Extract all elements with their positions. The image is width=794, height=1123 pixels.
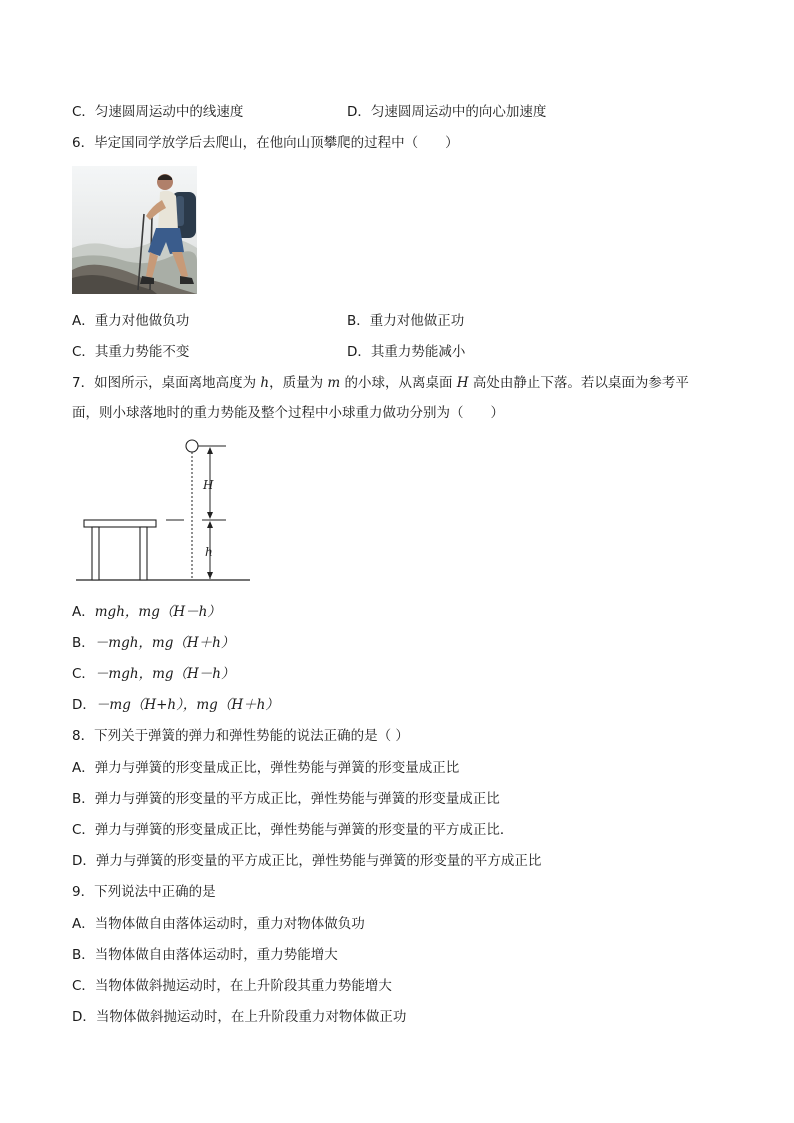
- q6-option-b: B．重力对他做正功: [347, 313, 465, 329]
- q6-option-a: A．重力对他做负功: [72, 313, 190, 329]
- q7-option-c: [72, 665, 235, 683]
- q7-option-d-math: －mg（H+h），mg（H＋h）: [95, 697, 279, 713]
- q7-option-c-math: －mgh，mg（H－h）: [94, 666, 235, 682]
- label-h: h: [205, 545, 213, 559]
- q8-option-b: B．弹力与弹簧的形变量的平方成正比，弹性势能与弹簧的形变量成正比: [72, 791, 500, 807]
- q7-var-m: m: [327, 375, 341, 391]
- q7-option-b-prefix: B．: [72, 635, 95, 651]
- q7-stem-part4: 高处由静止下落。若以桌面为参考平: [468, 375, 689, 391]
- q9-stem: 9．下列说法中正确的是: [72, 884, 216, 900]
- q7-stem-part3: 的小球，从离桌面: [340, 375, 457, 391]
- q7-var-H: H: [456, 375, 469, 391]
- q5-option-d: D．匀速圆周运动中的向心加速度: [347, 104, 547, 120]
- q7-stem-line1: [72, 374, 689, 392]
- table-top: [84, 520, 156, 527]
- q9-option-b: B．当物体做自由落体运动时，重力势能增大: [72, 947, 338, 963]
- h-arrow-up: [207, 521, 213, 528]
- q7-option-b: [72, 634, 234, 652]
- q8-stem: 8．下列关于弹簧的弹力和弹性势能的说法正确的是（ ）: [72, 728, 409, 744]
- H-arrow-down: [207, 512, 213, 519]
- q7-stem-part1: 7．如图所示，桌面离地高度为: [72, 375, 261, 391]
- hiker-photo: [72, 166, 197, 294]
- q7-option-c-prefix: C．: [72, 666, 95, 682]
- q7-option-d: [72, 696, 279, 714]
- q7-option-a: [72, 603, 221, 621]
- q8-option-a: A．弹力与弹簧的形变量成正比，弹性势能与弹簧的形变量成正比: [72, 760, 460, 776]
- q7-option-a-prefix: A．: [72, 604, 95, 620]
- q9-option-a: A．当物体做自由落体运动时，重力对物体做负功: [72, 916, 365, 932]
- q6-option-d: D．其重力势能减小: [347, 344, 466, 360]
- q8-option-d: D．弹力与弹簧的形变量的平方成正比，弹性势能与弹簧的形变量的平方成正比: [72, 853, 542, 869]
- q7-option-b-math: －mgh，mg（H＋h）: [94, 635, 235, 651]
- q7-stem-part2: ，质量为: [269, 375, 328, 391]
- q7-var-h: h: [260, 375, 270, 391]
- q7-stem-line2: 面，则小球落地时的重力势能及整个过程中小球重力做功分别为（ ）: [72, 405, 504, 421]
- ball: [186, 440, 198, 452]
- h-arrow-down: [207, 572, 213, 579]
- q5-option-c: C．匀速圆周运动中的线速度: [72, 104, 244, 120]
- H-arrow-up: [207, 447, 213, 454]
- q9-option-c: C．当物体做斜抛运动时，在上升阶段其重力势能增大: [72, 978, 392, 994]
- q8-option-c: C．弹力与弹簧的形变量成正比，弹性势能与弹簧的形变量的平方成正比．: [72, 822, 514, 838]
- q6-option-c: C．其重力势能不变: [72, 344, 190, 360]
- q7-option-d-prefix: D．: [72, 697, 96, 713]
- q7-option-a-math: mgh，mg（H－h）: [94, 604, 221, 620]
- label-H: H: [203, 478, 214, 492]
- table-ball-diagram: [72, 436, 254, 586]
- table-leg-left: [92, 527, 99, 580]
- q9-option-d: D．当物体做斜抛运动时，在上升阶段重力对物体做正功: [72, 1009, 407, 1025]
- table-leg-right: [140, 527, 147, 580]
- q6-stem: 6．毕定国同学放学后去爬山，在他向山顶攀爬的过程中（ ）: [72, 135, 459, 151]
